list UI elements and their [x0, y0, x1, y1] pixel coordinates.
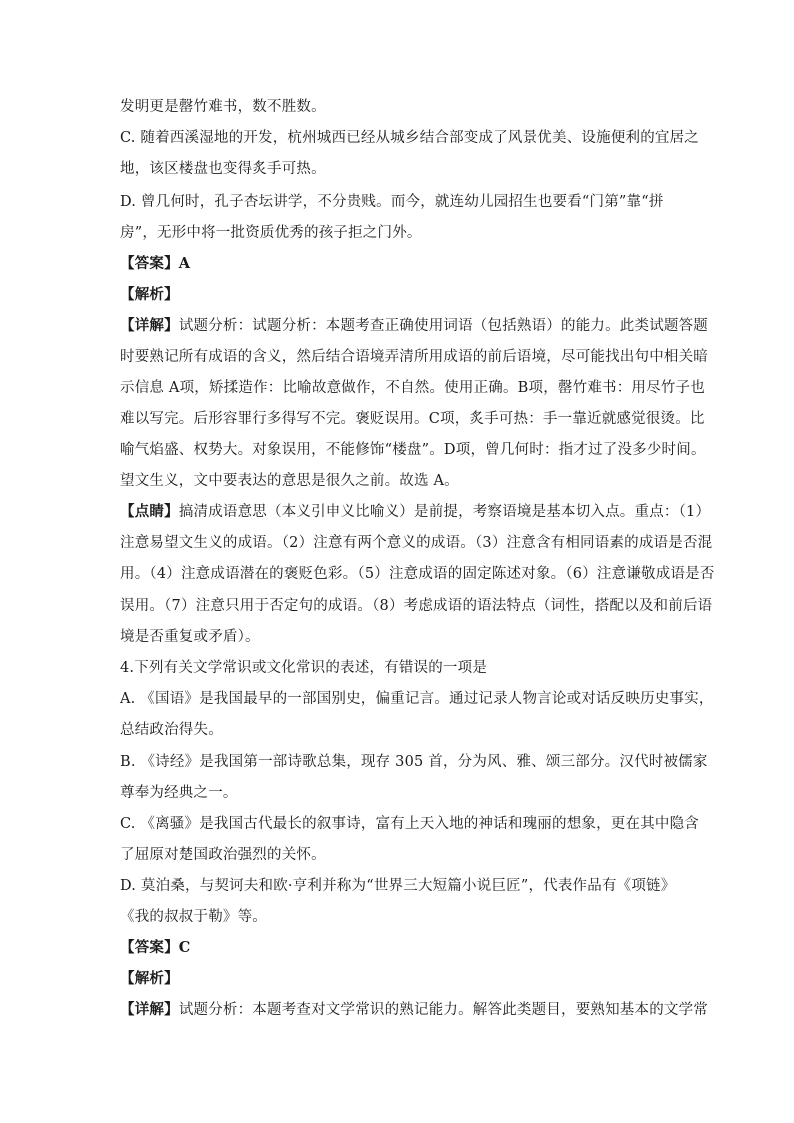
line-text: 试题分析：试题分析：本题考查正确使用词语（包括熟语）的能力。此类试题答题	[178, 318, 709, 334]
document-line: 误用。（7）注意只用于否定句的成语。（8）考虑成语的语法特点（词性，搭配以及和前后语	[120, 598, 713, 614]
document-line: C. 《离骚》是我国古代最长的叙事诗，富有上天入地的神话和瑰丽的想象，更在其中隐含	[120, 816, 699, 832]
document-line	[120, 1000, 708, 1020]
line-text: 搞清成语意思（本义引申义比喻义）是前提，考察语境是基本切入点。重点：（1）	[178, 504, 711, 520]
section-tag: 【详解】	[120, 1001, 179, 1018]
document-line: 用。（4）注意成语潜在的褒贬色彩。（5）注意成语的固定陈述对象。（6）注意谦敬成语是否	[120, 566, 715, 582]
document-line: 难以写完。后形容罪行多得写不完。褒贬误用。C项，炙手可热：手一靠近就感觉很烫。比	[120, 411, 705, 427]
document-line: 尊奉为经典之一。	[120, 785, 238, 801]
document-line: 望文生义，文中要表达的意思是很久之前。故选 A。	[120, 473, 459, 489]
document-line: 【答案】C	[120, 939, 191, 956]
document-line: D. 莫泊桑，与契诃夫和欧·亨利并称为“世界三大短篇小说巨匠”，代表作品有《项链》	[120, 878, 676, 894]
document-line: 示信息 A项，矫揉造作：比喻故意做作，不自然。使用正确。B项，罄竹难书：用尽竹子也	[120, 380, 705, 396]
document-line: 【解析】	[120, 970, 179, 987]
document-line: C. 随着西溪湿地的开发，杭州城西已经从城乡结合部变成了风景优美、设施便利的宜居之	[120, 130, 699, 146]
document-line: 房”，无形中将一批资质优秀的孩子拒之门外。	[120, 225, 422, 241]
document-line: 发明更是罄竹难书，数不胜数。	[120, 99, 326, 115]
document-line: 时要熟记所有成语的含义，然后结合语境弄清所用成语的前后语境，尽可能找出句中相关暗	[120, 349, 708, 365]
document-line: 地，该区楼盘也变得炙手可热。	[120, 161, 326, 177]
document-line: A. 《国语》是我国最早的一部国别史，偏重记言。通过记录人物言论或对话反映历史事实，	[120, 691, 714, 707]
document-line: 4.下列有关文学常识或文化常识的表述，有错误的一项是	[120, 660, 488, 676]
document-line	[120, 316, 708, 336]
document-line: 《我的叔叔于勒》等。	[120, 909, 267, 925]
document-line: 境是否重复或矛盾）。	[120, 629, 260, 645]
line-text: 试题分析：本题考查对文学常识的熟记能力。解答此类题目，要熟知基本的文学常	[178, 1002, 709, 1018]
document-line: 【答案】A	[120, 255, 191, 272]
document-line: D. 曾几何时，孔子杏坛讲学，不分贵贱。而今，就连幼儿园招生也要看“门第”靠“拼	[120, 194, 664, 210]
document-line: 【解析】	[120, 286, 179, 303]
document-line	[120, 502, 710, 522]
document-line: 喻气焰盛、权势大。对象误用，不能修饰“楼盘”。D项，曾几何时：指才过了没多少时间。	[120, 442, 706, 458]
document-line: B. 《诗经》是我国第一部诗歌总集，现存 305 首，分为风、雅、颂三部分。汉代时被儒家	[120, 754, 708, 770]
document-line: 了屈原对楚国政治强烈的关怀。	[120, 847, 326, 863]
document-line: 注意易望文生义的成语。（2）注意有两个意义的成语。（3）注意含有相同语素的成语是否混	[120, 535, 713, 551]
document-line: 总结政治得失。	[120, 722, 223, 738]
section-tag: 【详解】	[120, 317, 179, 334]
section-tag: 【点睛】	[120, 503, 179, 520]
